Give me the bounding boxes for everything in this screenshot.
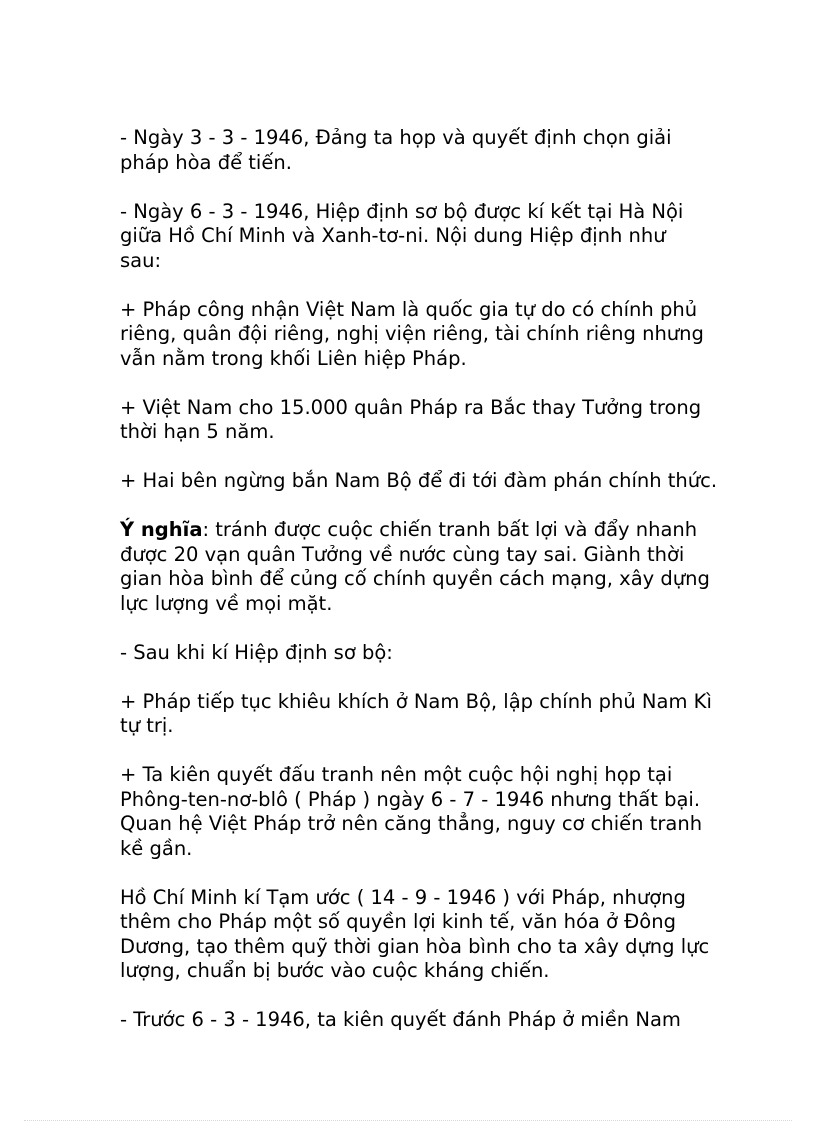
text-line: vẫn nằm trong khối Liên hiệp Pháp. — [120, 346, 467, 370]
text-line: - Sau khi kí Hiệp định sơ bộ: — [120, 640, 393, 664]
text-line: thời hạn 5 năm. — [120, 420, 275, 443]
text-fragment: : tránh được cuộc chiến tranh bất lợi và đẩy nhanh — [202, 518, 698, 541]
paragraph-march-3 — [120, 126, 720, 175]
paragraph-france-recognizes — [120, 298, 720, 372]
paragraph-ceasefire — [120, 469, 720, 494]
text-line: + Việt Nam cho 15.000 quân Pháp ra Bắc thay Tưởng trong — [120, 395, 702, 419]
paragraph-fontainebleau — [120, 763, 720, 861]
text-line: lực lượng về mọi mặt. — [120, 591, 333, 615]
text-line: - Trước 6 - 3 - 1946, ta kiên quyết đánh Pháp ở miền Nam — [120, 1008, 681, 1031]
text-line: + Ta kiên quyết đấu tranh nên một cuộc hội nghị họp tại — [120, 763, 673, 786]
text-line: - Ngày 3 - 3 - 1946, Đảng ta họp và quyết định chọn giải — [120, 126, 672, 149]
text-line-with-lead — [120, 518, 720, 543]
text-line: kề gần. — [120, 836, 193, 860]
paragraph-troops-north — [120, 396, 720, 445]
text-line: Phông-ten-nơ-blô ( Pháp ) ngày 6 - 7 - 1946 nhưng thất bại. — [120, 787, 701, 811]
text-line: lượng, chuẩn bị bước vào cuộc kháng chiến. — [120, 959, 550, 982]
text-line: - Ngày 6 - 3 - 1946, Hiệp định sơ bộ được kí kết tại Hà Nội — [120, 199, 684, 223]
paragraph-before-march-6 — [120, 1008, 720, 1033]
text-line: sau: — [120, 248, 162, 272]
page-bottom-divider — [24, 1120, 792, 1121]
text-line: + Pháp công nhận Việt Nam là quốc gia tự do có chính phủ — [120, 297, 698, 321]
text-line: giữa Hồ Chí Minh và Xanh-tơ-ni. Nội dung Hiệp định như — [120, 224, 666, 247]
text-line: pháp hòa để tiến. — [120, 150, 292, 174]
paragraph-significance — [120, 518, 720, 616]
text-line: Dương, tạo thêm quỹ thời gian hòa bình cho ta xây dựng lực — [120, 934, 710, 958]
text-line: + Hai bên ngừng bắn Nam Bộ để đi tới đàm phán chính thức. — [120, 469, 718, 492]
significance-heading: Ý nghĩa — [120, 518, 203, 541]
paragraph-after-agreement — [120, 641, 720, 666]
text-line: + Pháp tiếp tục khiêu khích ở Nam Bộ, lập chính phủ Nam Kì — [120, 689, 712, 713]
text-line: gian hòa bình để củng cố chính quyền cách mạng, xây dựng — [120, 567, 710, 590]
document-page — [120, 126, 720, 1057]
text-line: thêm cho Pháp một số quyền lợi kinh tế, văn hóa ở Đông — [120, 910, 676, 933]
paragraph-provocation — [120, 690, 720, 739]
paragraph-march-6 — [120, 200, 720, 274]
text-line: tự trị. — [120, 714, 174, 737]
text-line: Quan hệ Việt Pháp trở nên căng thẳng, nguy cơ chiến tranh — [120, 812, 703, 835]
text-line: Hồ Chí Minh kí Tạm ước ( 14 - 9 - 1946 ) với Pháp, nhượng — [120, 885, 686, 909]
text-line: được 20 vạn quân Tưởng về nước cùng tay sai. Giành thời — [120, 542, 685, 566]
paragraph-modus-vivendi — [120, 886, 720, 984]
text-line: riêng, quân đội riêng, nghị viện riêng, tài chính riêng nhưng — [120, 322, 704, 345]
